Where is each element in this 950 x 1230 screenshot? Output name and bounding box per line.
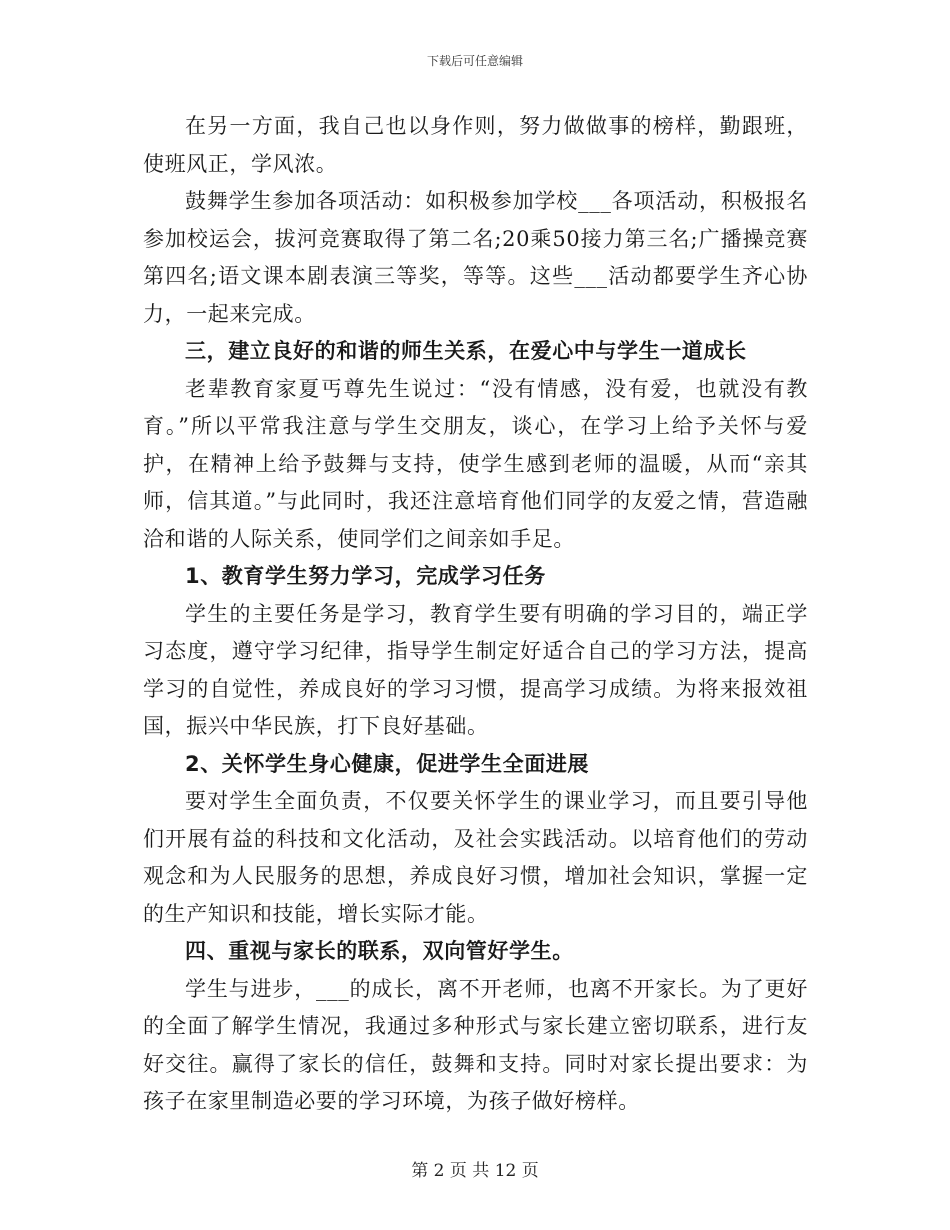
paragraph: 鼓舞学生参加各项活动：如积极参加学校___各项活动，积极报名参加校运会，拔河竞赛取得了第二名;20乘50接力第三名;广播操竞赛第四名;语文课本剧表演三等奖，等等。这些___活动都要学生齐心协力，一起来完成。 [143,189,808,326]
section-heading: 1、教育学生努力学习，完成学习任务 [185,564,546,588]
paragraph: 在另一方面，我自己也以身作则，努力做做事的榜样，勤跟班，使班风正，学风浓。 [143,114,808,176]
page-number-footer: 第 2 页 共 12 页 [411,1161,539,1181]
paragraph: 学生与进步，___的成长，离不开老师，也离不开家长。为了更好的全面了解学生情况，我通过多种形式与家长建立密切联系，进行友好交往。赢得了家长的信任，鼓舞和支持。同时对家长提出要求：为孩子在家里制造必要的学习环境，为孩子做好榜样。 [143,976,808,1113]
paragraph: 老辈教育家夏丐尊先生说过：“没有情感，没有爱，也就没有教育。”所以平常我注意与学生交朋友，谈心，在学习上给予关怀与爱护，在精神上给予鼓舞与支持，使学生感到老师的温暖，从而“亲其师，信其道。”与此同时，我还注意培育他们同学的友爱之情，营造融洽和谐的人际关系，使同学们之间亲如手足。 [143,376,808,551]
section-heading: 三，建立良好的和谐的师生关系，在爱心中与学生一道成长 [185,339,747,363]
paragraph: 学生的主要任务是学习，教育学生要有明确的学习目的，端正学习态度，遵守学习纪律，指导学生制定好适合自己的学习方法，提高学习的自觉性，养成良好的学习习惯，提高学习成绩。为将来报效祖国，振兴中华民族，打下良好基础。 [143,601,808,738]
document-body [143,108,808,1121]
section-heading: 四、重视与家长的联系，双向管好学生。 [185,939,574,963]
paragraph: 要对学生全面负责，不仅要关怀学生的课业学习，而且要引导他们开展有益的科技和文化活动，及社会实践活动。以培育他们的劳动观念和为人民服务的思想，养成良好习惯，增加社会知识，掌握一定的生产知识和技能，增长实际才能。 [143,789,808,926]
page-header: 下载后可任意编辑 [426,54,523,68]
section-heading: 2、关怀学生身心健康，促进学生全面进展 [185,751,590,776]
